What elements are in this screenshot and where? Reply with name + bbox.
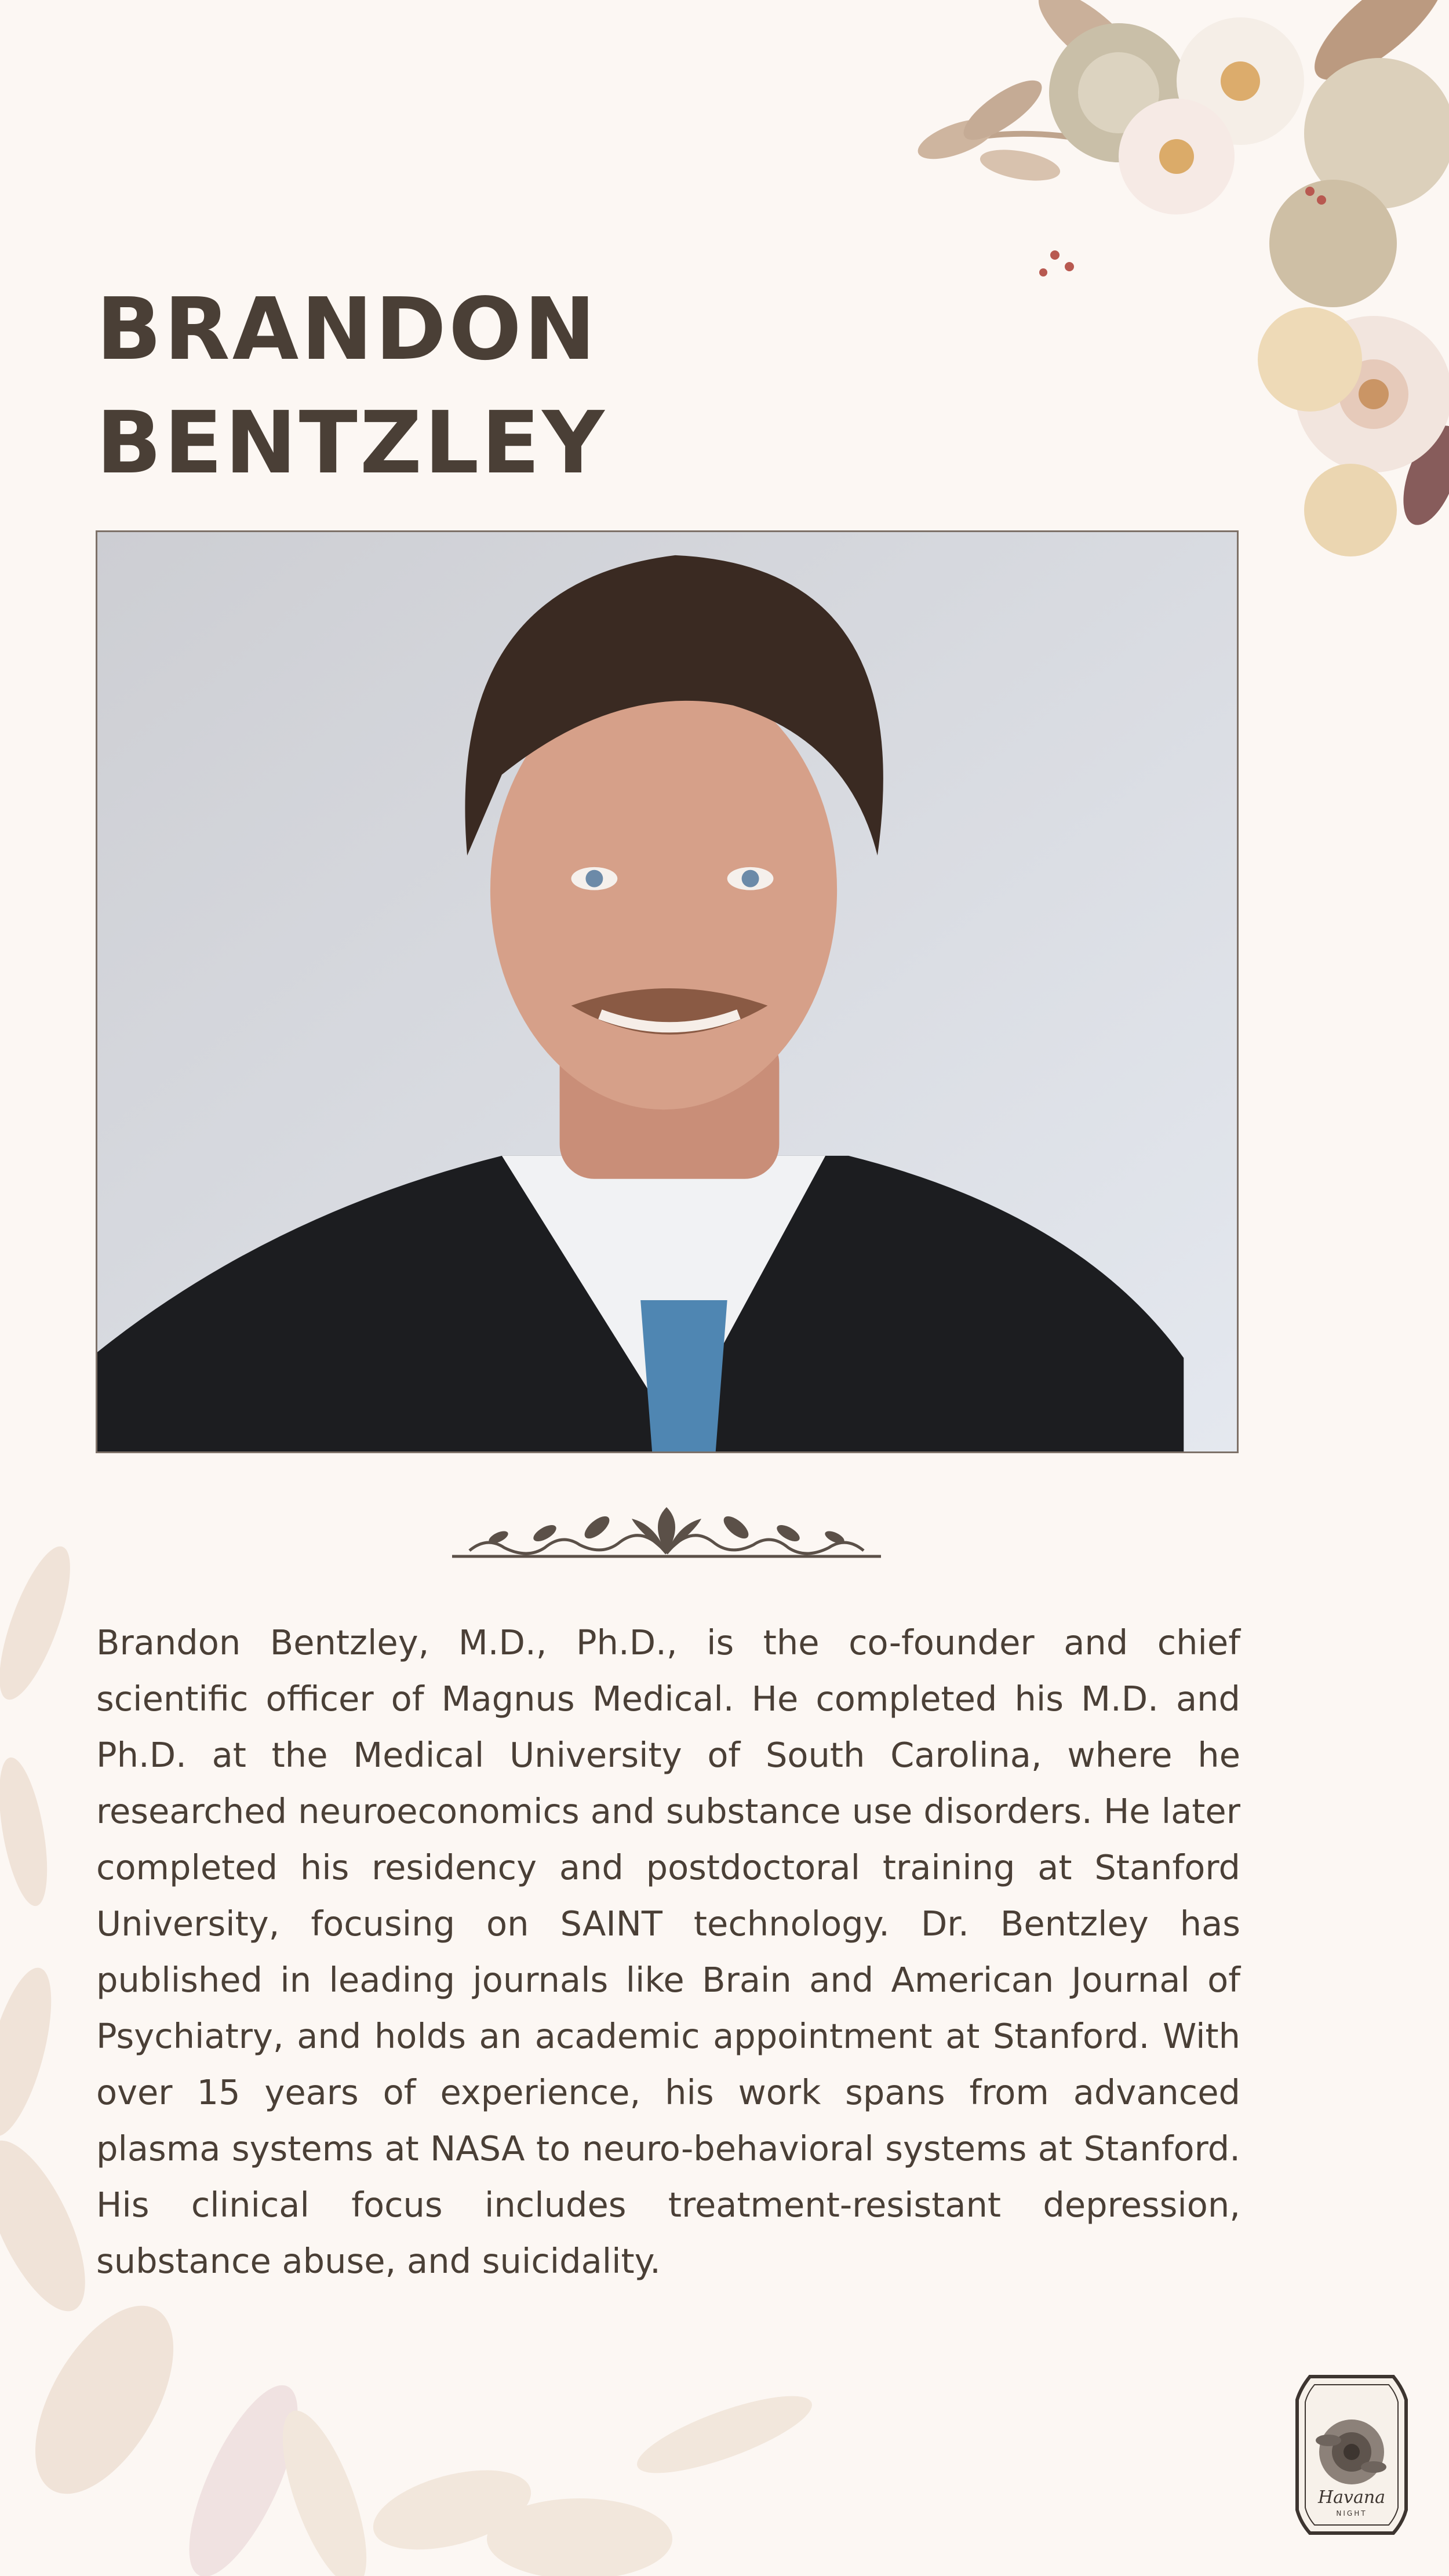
havana-night-logo: [1293, 2371, 1411, 2539]
person-name: [96, 272, 607, 500]
first-name: BRANDON: [96, 279, 598, 379]
portrait-photo: [96, 530, 1239, 1453]
badge-brand: Havana: [1317, 2487, 1386, 2508]
floral-corner-decoration: [869, 0, 1449, 580]
leaves-decoration-bottom: [0, 2365, 869, 2576]
ornamental-divider: [446, 1501, 887, 1571]
last-name: BENTZLEY: [96, 393, 607, 493]
biography-text: Brandon Bentzley, M.D., Ph.D., is the co-founder and chief scientific officer of Magnus Medical. He completed his M.D. and Ph.D. at the Medical University of South Carolina, where he researched neuroeconomics and substance use disorders. He later completed his residency and postdoctoral training at Stanford University, focusing on SAINT technology. Dr. Bentzley has published in leading journals like Brain and American Journal of Psychiatry, and holds an academic appointment at Stanford. With over 15 years of experience, his work spans from advanced plasma systems at NASA to neuro-behavioral systems at Stanford. His clinical focus includes treatment-resistant depression, substance abuse, and suicidality.: [96, 1622, 1240, 2281]
badge-subtitle: NIGHT: [1336, 2509, 1367, 2517]
